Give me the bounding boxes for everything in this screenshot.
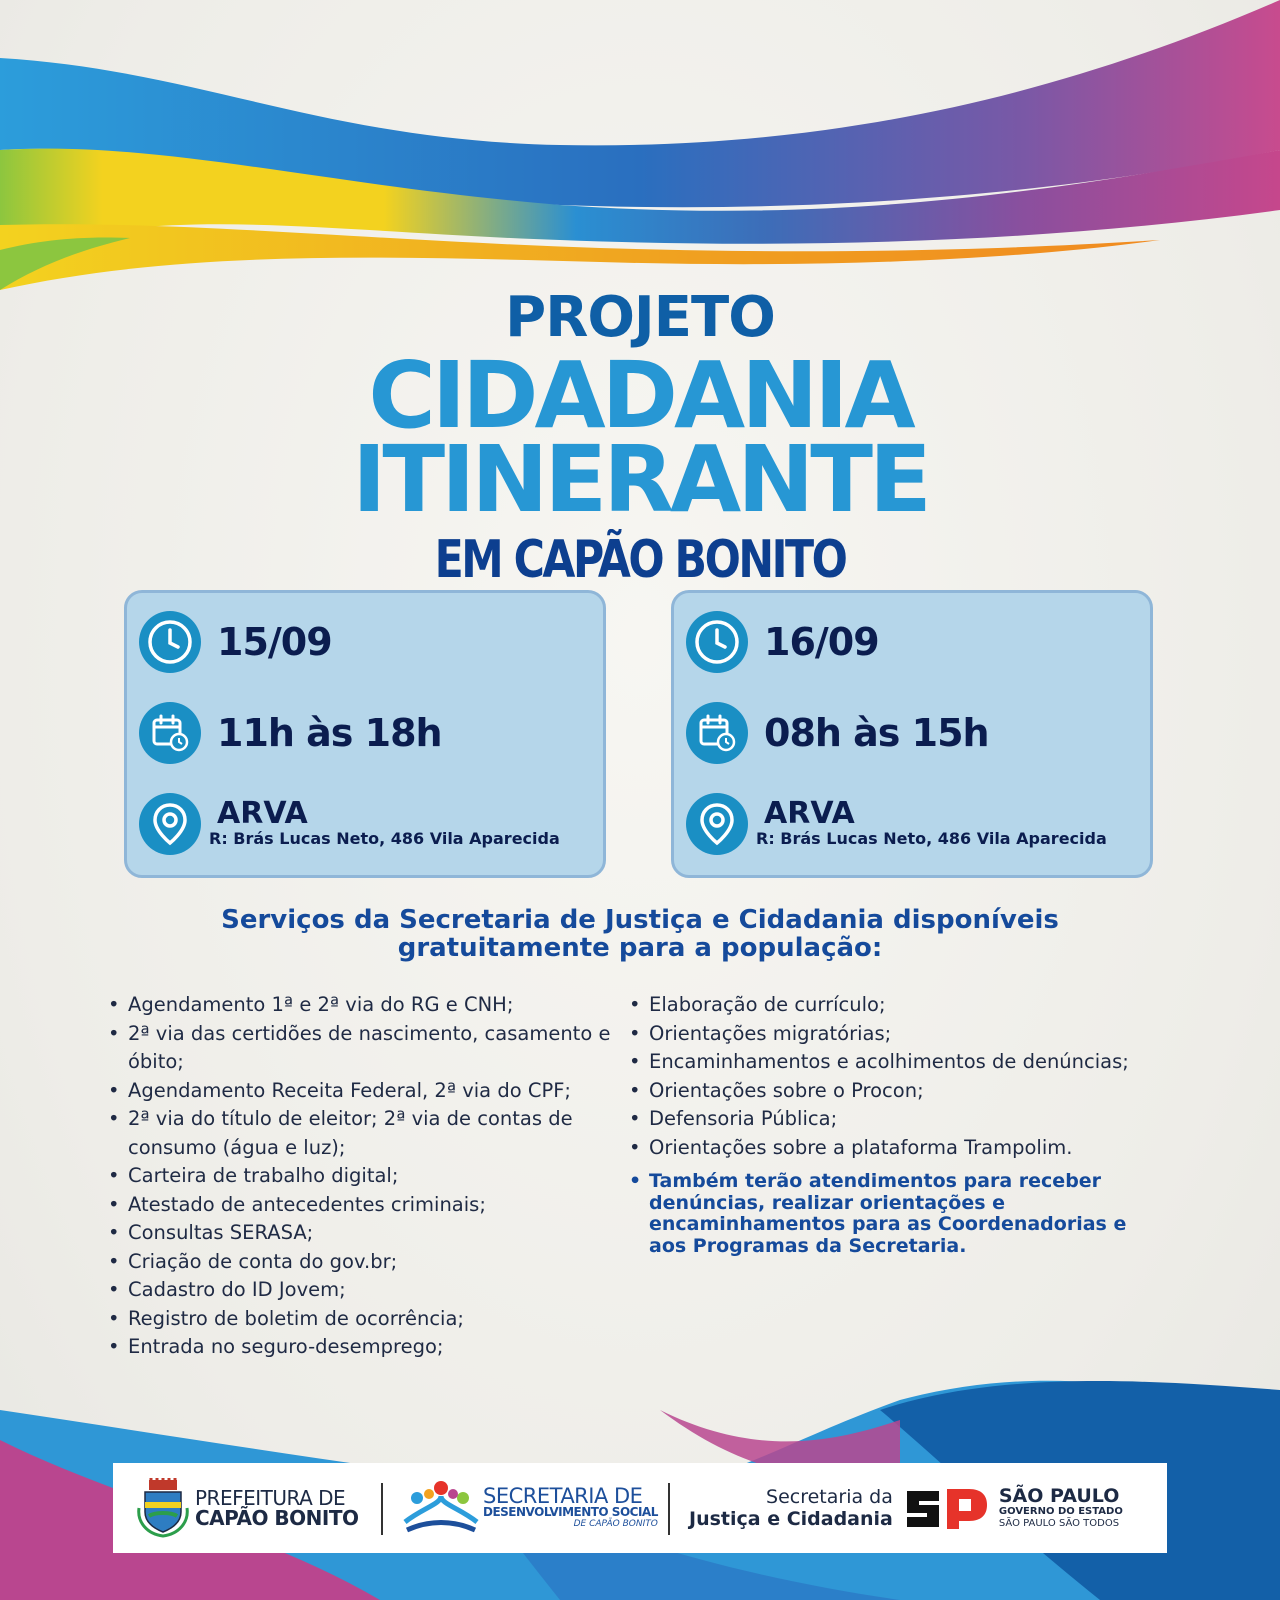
sds-line2: DESENVOLVIMENTO SOCIAL [483,1505,658,1519]
clock-icon [686,611,748,673]
list-item: • Elaboração de currículo; [627,991,1187,1020]
sds-logo [403,1463,658,1553]
list-item: • Agendamento Receita Federal, 2ª via do CPF; [106,1077,616,1106]
list-item: • Orientações sobre o Procon; [627,1077,1187,1106]
sds-line1: SECRETARIA DE [483,1484,643,1508]
sjc-line1: Secretaria da [766,1486,893,1508]
title-projeto: PROJETO [505,285,775,350]
event-time: 08h às 15h [764,711,989,755]
title-itinerante: ITINERANTE [352,426,928,533]
sp-line2: GOVERNO DO ESTADO [998,1506,1123,1517]
event-card-1 [124,590,606,878]
list-item: • 2ª via do título de eleitor; 2ª via de contas de consumo (água e luz); [106,1105,616,1162]
services-heading-line2: gratuitamente para a população: [397,933,883,963]
location-pin-icon [139,793,201,855]
list-item: • Carteira de trabalho digital; [106,1162,616,1191]
services-heading-line1: Serviços da Secretaria de Justiça e Cidadania disponíveis [221,905,1059,935]
services-heading [0,906,1280,962]
calendar-icon [139,702,201,764]
event-date: 16/09 [764,620,879,664]
footer-divider [381,1483,383,1535]
event-date-row [139,611,332,673]
prefeitura-line2: CAPÃO BONITO [195,1506,359,1530]
top-waves-decoration [0,0,1280,300]
title-block [0,286,1280,590]
event-time-row [686,702,989,764]
list-item: • Orientações migratórias; [627,1020,1187,1049]
list-item: • Agendamento 1ª e 2ª via do RG e CNH; [106,991,616,1020]
list-item: • Registro de boletim de ocorrência; [106,1305,616,1334]
sds-line3: DE CAPÃO BONITO [573,1519,658,1529]
prefeitura-logo [137,1463,359,1553]
list-item: • Orientações sobre a plataforma Trampolim. [627,1134,1187,1163]
services-note: • Também terão atendimentos para receber denúncias, realizar orientações e encaminhamentos para as Coordenadorias e aos Programas da Secretaria. [627,1171,1169,1257]
event-time: 11h às 18h [217,711,442,755]
event-location-row [686,793,1107,855]
sp-line3: SÃO PAULO SÃO TODOS [998,1518,1120,1529]
sp-mark-icon [903,1485,989,1531]
title-cidadania: CIDADANIA [368,342,912,449]
calendar-icon [686,702,748,764]
clock-icon [139,611,201,673]
list-item: • Encaminhamentos e acolhimentos de denúncias; [627,1048,1187,1077]
people-figures-icon [403,1478,479,1538]
city-coat-of-arms-icon [137,1478,189,1538]
event-time-row [139,702,442,764]
list-item: • 2ª via das certidões de nascimento, casamento e óbito; [106,1020,616,1077]
event-date-row [686,611,879,673]
event-address: R: Brás Lucas Neto, 486 Vila Aparecida [209,829,560,848]
event-card-2 [671,590,1153,878]
services-list-right [627,991,1187,1162]
event-place: ARVA [764,796,855,831]
event-date: 15/09 [217,620,332,664]
list-item: • Cadastro do ID Jovem; [106,1276,616,1305]
sjc-line2: Justiça e Cidadania [689,1508,893,1530]
list-item: • Defensoria Pública; [627,1105,1187,1134]
location-pin-icon [686,793,748,855]
event-location-row [139,793,560,855]
services-list-left [106,991,616,1362]
footer-logos-bar [113,1463,1167,1553]
prefeitura-line1: PREFEITURA DE [195,1486,346,1510]
list-item: • Entrada no seguro-desemprego; [106,1333,616,1362]
event-place: ARVA [217,796,308,831]
list-item: • Criação de conta do gov.br; [106,1248,616,1277]
title-location: EM CAPÃO BONITO [434,530,846,590]
list-item: • Atestado de antecedentes criminais; [106,1191,616,1220]
footer-divider [668,1483,670,1535]
list-item: • Consultas SERASA; [106,1219,616,1248]
sp-line1: SÃO PAULO [998,1485,1120,1507]
event-address: R: Brás Lucas Neto, 486 Vila Aparecida [756,829,1107,848]
sjc-logo [689,1463,1123,1553]
